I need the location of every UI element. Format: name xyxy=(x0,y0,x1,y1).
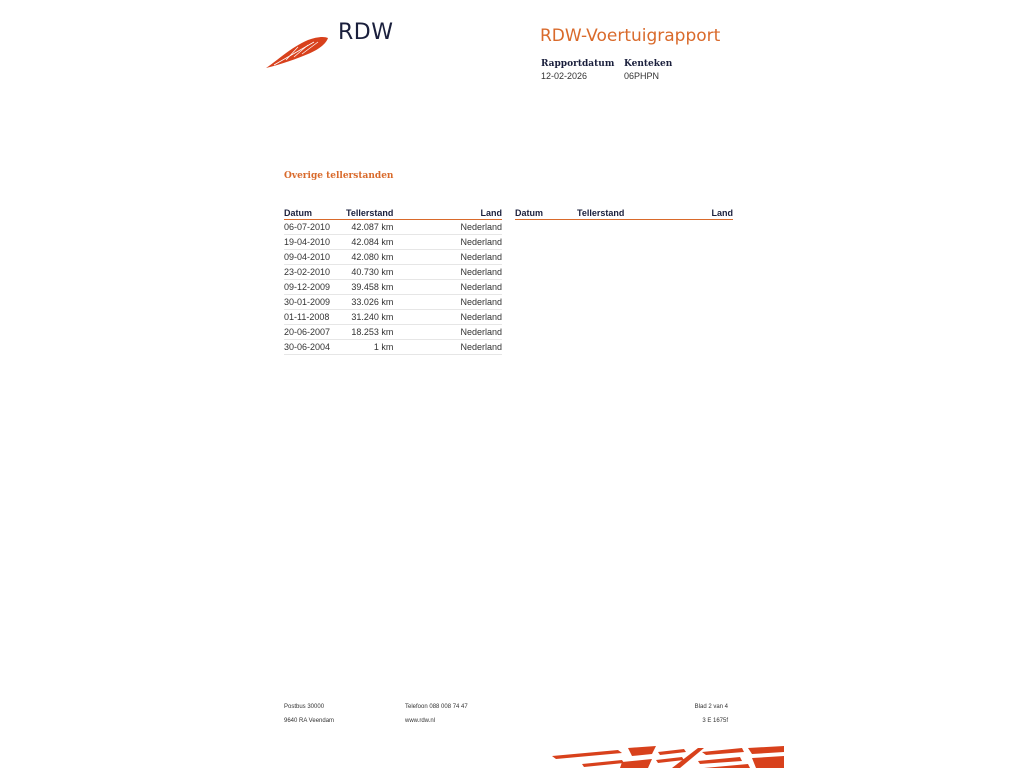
report-title: RDW-Voertuigrapport xyxy=(540,26,721,46)
cell-country: Nederland xyxy=(393,265,502,280)
table-header-row xyxy=(284,207,502,220)
cell-date: 09-04-2010 xyxy=(284,250,346,265)
table-row xyxy=(284,340,502,355)
cell-country: Nederland xyxy=(393,235,502,250)
cell-odometer: 33.026 km xyxy=(346,295,393,310)
cell-date: 06-07-2010 xyxy=(284,220,346,235)
table-header-row xyxy=(515,207,733,220)
cell-date: 09-12-2009 xyxy=(284,280,346,295)
column-header-odometer: Tellerstand xyxy=(577,207,625,218)
column-header-odometer: Tellerstand xyxy=(346,207,394,218)
license-plate-label: Kenteken xyxy=(624,59,673,69)
cell-odometer: 42.084 km xyxy=(346,235,393,250)
column-header-date: Datum xyxy=(284,207,346,220)
column-header-date: Datum xyxy=(515,207,577,220)
column-header-country: Land xyxy=(624,207,733,220)
cell-country: Nederland xyxy=(393,280,502,295)
cell-country: Nederland xyxy=(393,310,502,325)
odometer-table-continued xyxy=(515,207,733,220)
cell-odometer: 42.087 km xyxy=(346,220,393,235)
cell-country: Nederland xyxy=(393,340,502,355)
cell-odometer: 40.730 km xyxy=(346,265,393,280)
report-date-label: Rapportdatum xyxy=(541,59,615,69)
report-date-value: 12-02-2026 xyxy=(541,71,588,81)
footer-document-code: 3 E 1675f xyxy=(702,718,728,724)
table-row xyxy=(284,295,502,310)
cell-country: Nederland xyxy=(393,250,502,265)
cell-date: 01-11-2008 xyxy=(284,310,346,325)
cell-date: 19-04-2010 xyxy=(284,235,346,250)
table-row xyxy=(284,325,502,340)
stripe-graphic-icon xyxy=(552,746,784,768)
table-row xyxy=(284,280,502,295)
footer-phone: Telefoon 088 008 74 47 xyxy=(405,704,468,710)
footer-city: 9640 RA Veendam xyxy=(284,718,335,724)
section-title: Overige tellerstanden xyxy=(284,171,394,181)
cell-country: Nederland xyxy=(393,220,502,235)
cell-date: 23-02-2010 xyxy=(284,265,346,280)
table-row xyxy=(284,220,502,235)
cell-date: 30-06-2004 xyxy=(284,340,346,355)
brand-name: RDW xyxy=(338,20,394,45)
cell-odometer: 18.253 km xyxy=(346,325,393,340)
table-row xyxy=(284,250,502,265)
rdw-feather-logo-icon xyxy=(264,34,330,70)
footer-website: www.rdw.nl xyxy=(405,718,436,724)
cell-country: Nederland xyxy=(393,325,502,340)
footer-postbus: Postbus 30000 xyxy=(284,704,325,710)
odometer-table xyxy=(284,207,502,355)
column-header-country: Land xyxy=(393,207,502,220)
license-plate-value: 06PHPN xyxy=(624,71,660,81)
cell-date: 30-01-2009 xyxy=(284,295,346,310)
cell-date: 20-06-2007 xyxy=(284,325,346,340)
table-row xyxy=(284,265,502,280)
cell-odometer: 39.458 km xyxy=(346,280,393,295)
cell-odometer: 42.080 km xyxy=(346,250,393,265)
table-row xyxy=(284,235,502,250)
cell-odometer: 31.240 km xyxy=(346,310,393,325)
footer-page-number: Blad 2 van 4 xyxy=(694,704,728,710)
table-row xyxy=(284,310,502,325)
cell-odometer: 1 km xyxy=(346,340,393,355)
cell-country: Nederland xyxy=(393,295,502,310)
